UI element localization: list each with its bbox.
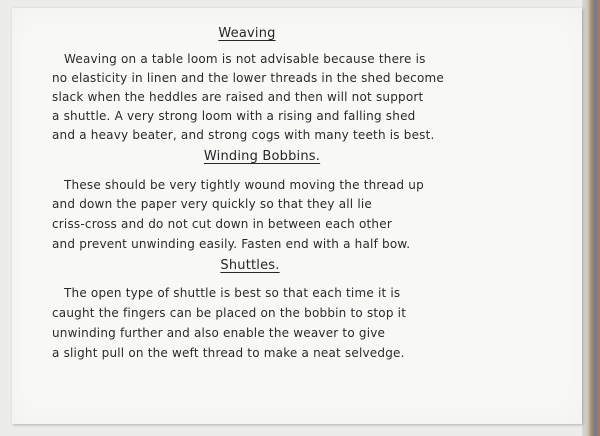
heading-shuttles: Shuttles. xyxy=(220,258,280,273)
text-line: a slight pull on the weft thread to make a neat selvedge. xyxy=(52,346,405,360)
heading-winding-bobbins: Winding Bobbins. xyxy=(203,149,321,164)
text-line: and a heavy beater, and strong cogs with many teeth is best. xyxy=(52,128,435,142)
text-line: slack when the heddles are raised and then will not support xyxy=(52,90,424,104)
handwritten-page xyxy=(12,8,582,424)
book-cover-edge xyxy=(582,0,600,436)
text-line: Weaving on a table loom is not advisable because there is xyxy=(64,52,426,66)
text-line: unwinding further and also enable the weaver to give xyxy=(52,326,386,340)
heading-weaving: Weaving xyxy=(218,26,276,41)
text-line: criss-cross and do not cut down in between each other xyxy=(52,217,392,231)
text-line: and prevent unwinding easily. Fasten end with a half bow. xyxy=(52,237,411,251)
text-line: and down the paper very quickly so that they all lie xyxy=(52,197,372,211)
text-line: no elasticity in linen and the lower threads in the shed become xyxy=(52,71,444,85)
text-line: a shuttle. A very strong loom with a rising and falling shed xyxy=(52,109,416,123)
text-line: The open type of shuttle is best so that each time it is xyxy=(64,286,401,300)
text-line: These should be very tightly wound moving the thread up xyxy=(64,178,424,192)
text-line: caught the fingers can be placed on the bobbin to stop it xyxy=(52,306,407,320)
